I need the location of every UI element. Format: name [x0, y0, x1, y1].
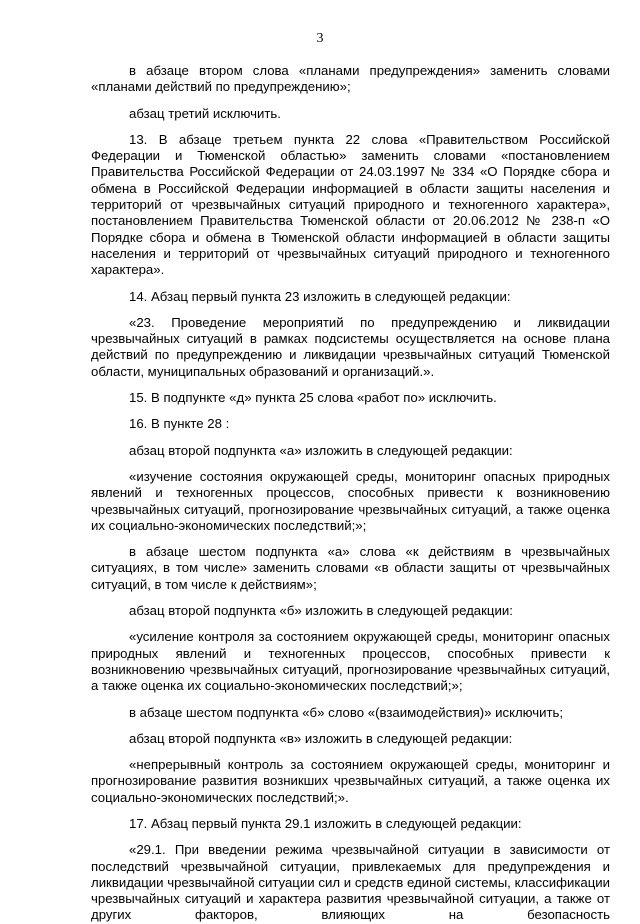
paragraph-quote-point-29-1: «29.1. При введении режима чрезвычайной ситуации в зависимости от последствий чрезвычайной ситуации, привлекаемых для предупреждения и ликвидации чрезвычайной ситуации сил и средств единой системы, классификации чрезвычайных ситуаций и характера развития чрезвычайной ситуации, а также от других факторов, влияющих на безопасность — [91, 842, 610, 923]
paragraph-quote-point-23: «23. Проведение мероприятий по предупреждению и ликвидации чрезвычайных ситуаций в рамках подсистемы осуществляется на основе плана действий по предупреждению и ликвидации чрезвычайных ситуаций Тюменской области, муниципальных образований и организаций.». — [91, 314, 610, 379]
paragraph-item-14: 14. Абзац первый пункта 23 изложить в следующей редакции: — [129, 288, 511, 304]
paragraph-subpoint-v-intro: абзац второй подпункта «в» изложить в следующей редакции: — [129, 730, 513, 746]
paragraph-item-17: 17. Абзац первый пункта 29.1 изложить в следующей редакции: — [129, 815, 522, 831]
document-body — [91, 63, 610, 924]
paragraph-delete-paragraph-three: абзац третий исключить. — [129, 105, 281, 121]
paragraph-item-15: 15. В подпункте «д» пункта 25 слова «работ по» исключить. — [129, 390, 497, 406]
paragraph-item-13: 13. В абзаце третьем пункта 22 слова «Правительством Российской Федерации и Тюменской областью» заменить словами «постановлением Правительства Российской Федерации от 24.03.1997 № 334 «О Порядке сбора и обмена в Российской Федерации информацией в области защиты населения и территорий от чрезвычайных ситуаций природного и техногенного характера», постановлением Правительства Тюменской области от 20.06.2012 № 238-п «О Порядке сбора и обмена в Тюменской области информацией в области защиты населения и территорий от чрезвычайных ситуаций природного и техногенного характера». — [91, 131, 610, 278]
paragraph-item-16: 16. В пункте 28 : — [129, 416, 230, 432]
page-number: 3 — [316, 31, 324, 46]
paragraph-subpoint-a-intro: абзац второй подпункта «а» изложить в следующей редакции: — [129, 442, 513, 458]
paragraph-subpoint-v-quote: «непрерывный контроль за состоянием окружающей среды, мониторинг и прогнозирование развития возникших чрезвычайных ситуаций, а также оценка их социально-экономических последствий;». — [91, 757, 610, 805]
paragraph-subpoint-a-quote: «изучение состояния окружающей среды, мониторинг опасных природных явлений и техногенных процессов, способных привести к возникновению чрезвычайных ситуаций, прогнозирование чрезвычайных ситуаций, а также оценка их социально-экономических последствий;»; — [91, 468, 610, 533]
paragraph-amend-paragraph-two-wording: в абзаце втором слова «планами предупреждения» заменить словами «планами действий по предупреждению»; — [91, 63, 610, 95]
paragraph-subpoint-b-quote: «усиление контроля за состоянием окружающей среды, мониторинг опасных природных явлений и техногенных процессов, способных привести к возникновению чрезвычайных ситуаций, прогнозирование чрезвычайных ситуаций, а также оценка их социально-экономических последствий;»; — [91, 629, 610, 694]
paragraph-subpoint-b-intro: абзац второй подпункта «б» изложить в следующей редакции: — [129, 603, 513, 619]
paragraph-subpoint-a-sixth: в абзаце шестом подпункта «а» слова «к действиям в чрезвычайных ситуациях, в том числе» заменить словами «в области защиты от чрезвычайных ситуаций, в том числе к действиям»; — [91, 544, 610, 592]
paragraph-subpoint-b-sixth: в абзаце шестом подпункта «б» слово «(взаимодействия)» исключить; — [129, 704, 564, 720]
